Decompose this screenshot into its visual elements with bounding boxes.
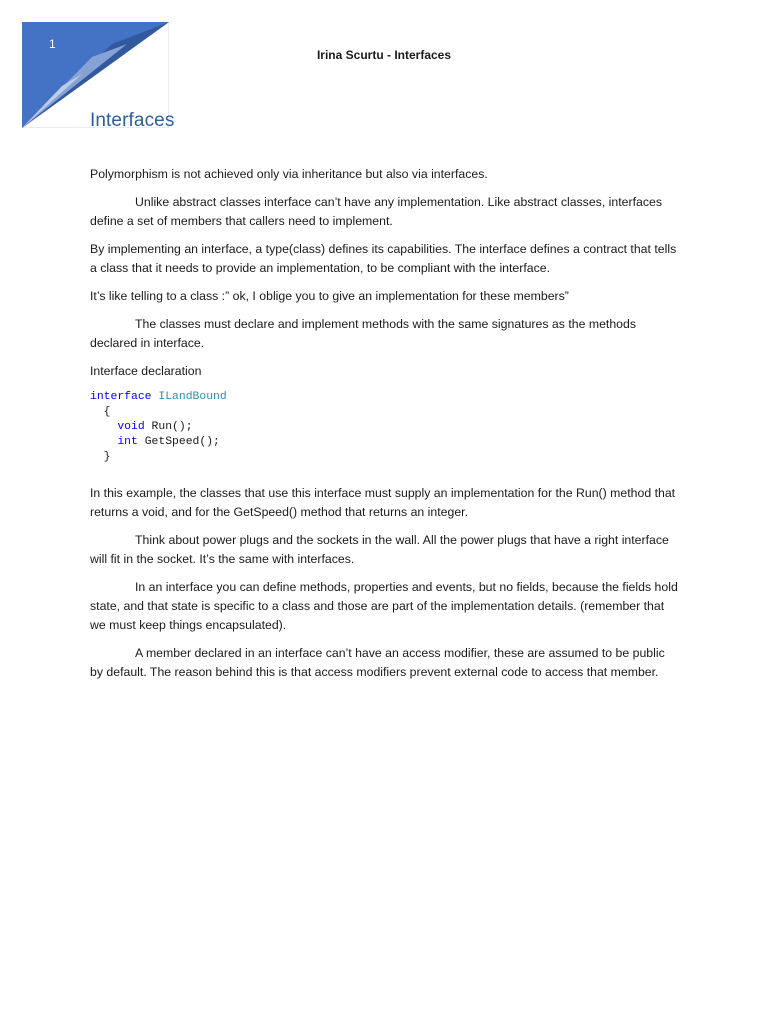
paragraph: The classes must declare and implement methods with the same signatures as the methods declared in interface. [90, 317, 637, 350]
paragraph: It’s like telling to a class :” ok, I oblige you to give an implementation for these members” [90, 289, 569, 303]
code-member: Run(); [151, 421, 193, 433]
code-line [90, 390, 680, 405]
code-brace: } [103, 451, 111, 463]
paragraph: In an interface you can define methods, properties and events, but no fields, because the fields hold state, and that state is specific to a class and those are part of the implementation details. (remember that we must keep things encapsulated). [90, 580, 678, 632]
code-line [90, 405, 680, 420]
code-line [90, 450, 680, 465]
body-text [90, 165, 680, 691]
paragraph: A member declared in an interface can’t have an access modifier, these are assumed to be public by default. The reason behind this is that access modifiers prevent external code to access that member. [90, 646, 665, 679]
paragraph: In this example, the classes that use this interface must supply an implementation for the Run() method that returns a void, and for the GetSpeed() method that returns an integer. [90, 486, 676, 519]
code-line [90, 420, 680, 435]
code-keyword: int [117, 436, 138, 448]
code-brace: { [103, 406, 111, 418]
paragraph: Polymorphism is not achieved only via inheritance but also via interfaces. [90, 167, 488, 181]
code-type-name: ILandBound [158, 391, 227, 403]
running-header: Irina Scurtu - Interfaces [316, 48, 452, 62]
code-line [90, 435, 680, 450]
paragraph: Think about power plugs and the sockets in the wall. All the power plugs that have a right interface will fit in the socket. It’s the same with interfaces. [90, 533, 669, 566]
paragraph: Interface declaration [90, 364, 202, 378]
section-heading: Interfaces [90, 110, 175, 131]
paragraph: Unlike abstract classes interface can’t have any implementation. Like abstract classes, interfaces define a set of members that callers need to implement. [90, 195, 662, 228]
code-keyword: void [117, 421, 145, 433]
page-number: 1 [49, 37, 56, 51]
code-block [90, 390, 680, 465]
code-keyword: interface [90, 391, 152, 403]
paragraph: By implementing an interface, a type(class) defines its capabilities. The interface defines a contract that tells a class that it needs to provide an implementation, to be compliant with the interface. [90, 242, 677, 275]
code-member: GetSpeed(); [144, 436, 220, 448]
